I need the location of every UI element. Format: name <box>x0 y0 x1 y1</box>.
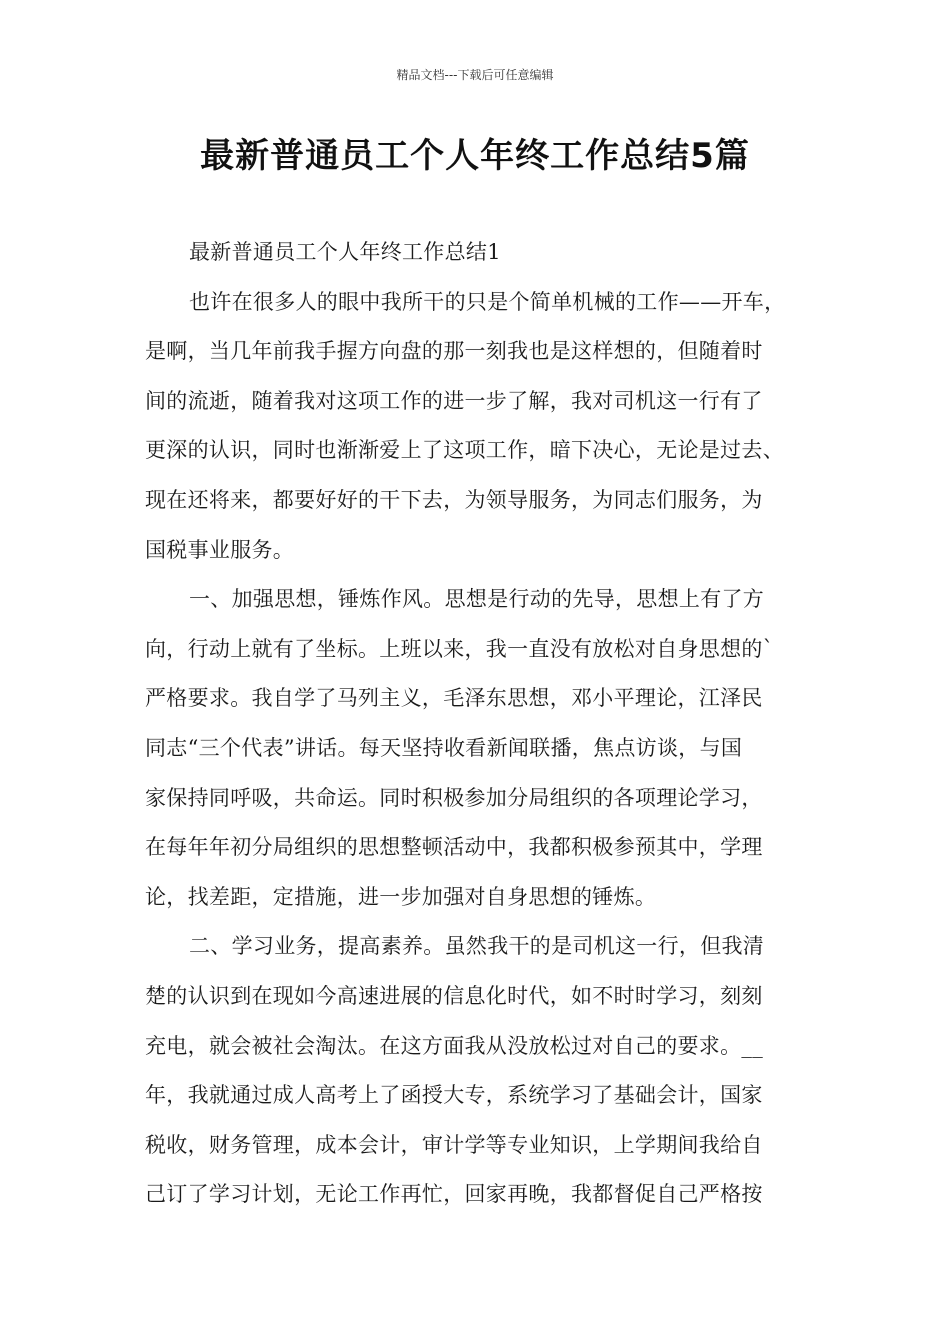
text-line: 论，找差距，定措施，进一步加强对自身思想的锤炼。 <box>145 884 657 909</box>
text-line: 一、加强思想，锤炼作风。思想是行动的先导，思想上有了方 <box>189 587 765 612</box>
text-line: 间的流逝，随着我对这项工作的进一步了解，我对司机这一行有了 <box>145 388 763 413</box>
text-line: 是啊，当几年前我手握方向盘的那一刻我也是这样想的，但随着时 <box>145 339 763 364</box>
text-line: 己订了学习计划，无论工作再忙，回家再晚，我都督促自己严格按 <box>145 1182 763 1207</box>
text-line: 更深的认识，同时也渐渐爱上了这项工作，暗下决心，无论是过去、 <box>145 438 784 463</box>
text-line: 在每年年初分局组织的思想整顿活动中，我都积极参预其中，学理 <box>145 835 763 860</box>
text-line: 充电，就会被社会淘汰。在这方面我从没放松过对自己的要求。__ <box>145 1033 763 1058</box>
header-note: 精品文档---下载后可任意编辑 <box>396 68 554 82</box>
text-line: 年，我就通过成人高考上了函授大专，系统学习了基础会计，国家 <box>145 1083 763 1108</box>
text-line: 严格要求。我自学了马列主义，毛泽东思想，邓小平理论，江泽民 <box>145 686 763 711</box>
text-line: 二、学习业务，提高素养。虽然我干的是司机这一行，但我清 <box>189 934 765 959</box>
text-line: 国税事业服务。 <box>145 537 295 562</box>
text-line: 最新普通员工个人年终工作总结1 <box>189 240 501 264</box>
text-line: 向，行动上就有了坐标。上班以来，我一直没有放松对自身思想的` <box>145 636 774 661</box>
text-line: 也许在很多人的眼中我所干的只是个简单机械的工作——开车， <box>189 289 786 314</box>
document-body <box>145 228 815 1220</box>
document-title: 最新普通员工个人年终工作总结5篇 <box>200 136 750 176</box>
text-line: 税收，财务管理，成本会计，审计学等专业知识，上学期间我给自 <box>145 1132 763 1157</box>
text-line: 楚的认识到在现如今高速进展的信息化时代，如不时时学习，刻刻 <box>145 983 763 1008</box>
text-line: 家保持同呼吸，共命运。同时积极参加分局组织的各项理论学习， <box>145 785 763 810</box>
text-line: 现在还将来，都要好好的干下去，为领导服务，为同志们服务，为 <box>145 487 763 512</box>
text-line: 同志“三个代表”讲话。每天坚持收看新闻联播，焦点访谈，与国 <box>145 735 743 760</box>
